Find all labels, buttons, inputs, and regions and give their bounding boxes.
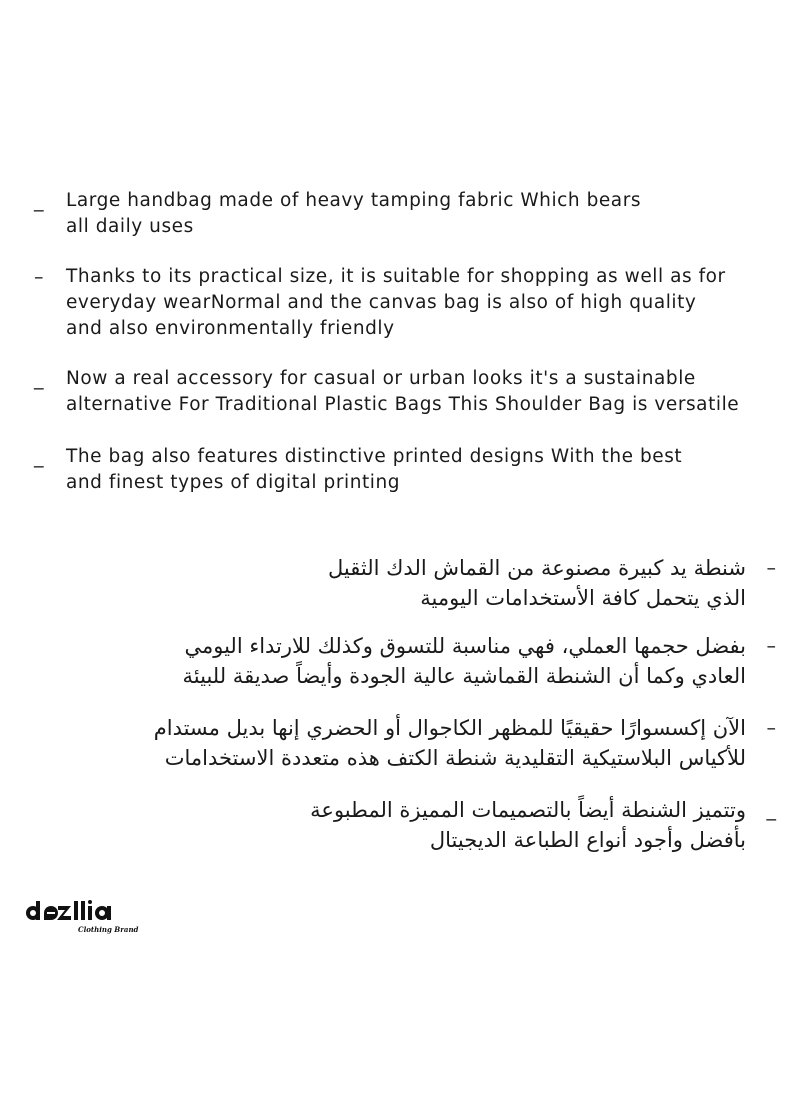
brand-tagline: Clothing Brand — [78, 925, 139, 934]
bullet-text: شنطة يد كبيرة مصنوعة من القماش الدك الثقيل الذي يتحمل كافة الأستخدامات اليومية — [328, 556, 746, 610]
bullet-dash: _ — [34, 446, 44, 468]
english-bullet-2 — [34, 264, 726, 342]
english-bullet-4 — [34, 444, 682, 496]
bullet-text: بفضل حجمها العملي، فهي مناسبة للتسوق وكذلك للارتداء اليومي العادي وكما أن الشنطة القماشية عالية الجودة وأيضاً صديقة للبيئة — [182, 634, 746, 688]
bullet-dash: _ — [34, 368, 44, 390]
english-bullet-3 — [34, 366, 739, 418]
bullet-dash: _ — [766, 799, 776, 821]
bullet-dash: – — [34, 266, 44, 288]
arabic-bullet-1 — [328, 553, 776, 613]
bullet-text: The bag also features distinctive printed designs With the best and finest types of digital printing — [66, 446, 683, 493]
bullet-text: الآن إكسسوارًا حقيقيًا للمظهر الكاجوال أو الحضري إنها بديل مستدام للأكياس البلاستيكية التقليدية شنطة الكتف هذه متعددة الاستخدامات — [153, 716, 746, 770]
bullet-text: وتتميز الشنطة أيضاً بالتصميمات المميزة المطبوعة بأفضل وأجود أنواع الطباعة الديجيتال — [310, 798, 746, 852]
bullet-text: Now a real accessory for casual or urban looks it's a sustainable alternative For Traditional Plastic Bags This Shoulder Bag is versatile — [66, 368, 740, 415]
bullet-dash: – — [766, 557, 776, 579]
brand-logo-mark — [24, 897, 144, 937]
arabic-bullet-4 — [310, 795, 776, 855]
brand-logo — [24, 897, 144, 937]
bullet-text: Large handbag made of heavy tamping fabric Which bears all daily uses — [66, 190, 642, 237]
bullet-dash: – — [766, 717, 776, 739]
bullet-text: Thanks to its practical size, it is suitable for shopping as well as for everyday wearNormal and the canvas bag is also of high quality and also environmentally friendly — [66, 266, 726, 339]
arabic-bullet-2 — [183, 631, 776, 691]
bullet-dash: _ — [34, 190, 44, 212]
english-bullet-1 — [34, 188, 641, 240]
arabic-bullet-3 — [154, 713, 776, 773]
bullet-dash: – — [766, 635, 776, 657]
